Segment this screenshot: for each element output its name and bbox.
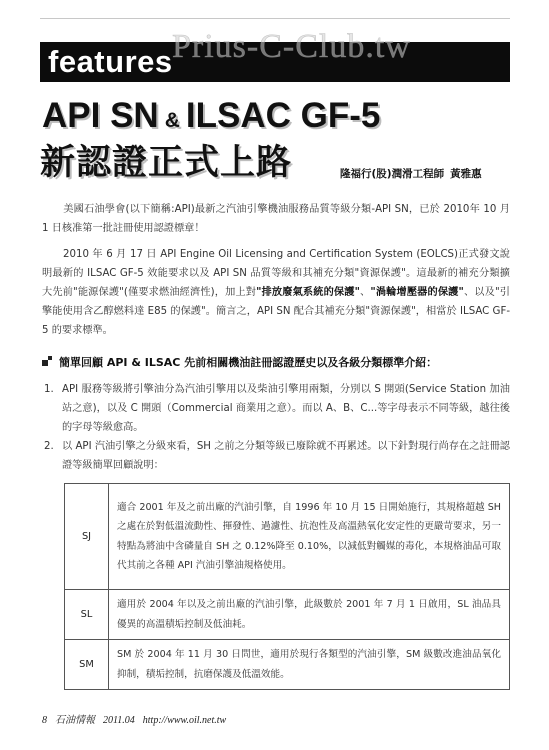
section-label: features (48, 44, 173, 79)
intro-p2-bold-exhaust: "排放廢氣系統的保護" (256, 287, 360, 298)
publication-url: http://www.oil.net.tw (142, 715, 227, 726)
section-heading-text: 簡單回顧 API & ILSAC 先前相關機油註冊認證歷史以及各級分類標準介紹： (59, 356, 438, 369)
headline-line1 (42, 96, 380, 141)
top-rule (40, 18, 510, 19)
intro-paragraph-1 (42, 200, 510, 238)
headline-api-sn: API SN (42, 96, 159, 135)
headline-ampersand: & (164, 109, 180, 132)
list-item (44, 380, 510, 437)
issue-date: 2011.04 (103, 715, 135, 726)
grade-code: SJ (65, 484, 109, 590)
list-item-number: 1. (44, 384, 54, 395)
intro-p2-text-b: 、 (359, 287, 371, 298)
page-number: 8 (42, 715, 47, 726)
section-heading (42, 354, 437, 370)
list-item (44, 437, 510, 475)
table-row (65, 484, 510, 590)
grade-description: 適合 2001 年及之前出廠的汽油引擎，自 1996 年 10 月 15 日開始施行，其規格超越 SH 之處在於對低溫流動性、揮發性、過濾性、抗泡性及高溫熱氧化安定性的更嚴苛要求，另一特點為將油中含磷量自 SH 之 0.12%降至 0.10%，以減低對觸媒的毒化，本規格油品可取代其前之各種 API 汽油引擎油規格使用。 (109, 484, 510, 590)
list-item-text: API 服務等級將引擎油分為汽油引擎用以及柴油引擎用兩類，分別以 S 開頭(Service Station 加油站之意)，以及 C 開頭（Commercial 商業用之意）。而以 A、B、C...等字母表示不同等級，越往後的字母等級愈高。 (62, 384, 510, 433)
list-item-number: 2. (44, 441, 54, 452)
byline-company: 隆福行(股)潤滑工程師 (340, 168, 445, 180)
table-row (65, 590, 510, 640)
byline (340, 166, 482, 181)
publication-name: 石油情報 (55, 715, 95, 726)
grade-description: 適用於 2004 年以及之前出廠的汽油引擎，此級數於 2001 年 7 月 1 日啟用，SL 油品具優異的高溫積垢控制及低油耗。 (109, 590, 510, 640)
headline-line2: 新認證正式上路 (40, 143, 293, 183)
headline-ilsac: ILSAC GF-5 (185, 96, 381, 135)
intro-p2-text-a: 2010 年 6 月 17 日 API Engine Oil Licensing and Certification System (EOLCS)正式發文說明最新的 ILSAC GF-5 效能要求以及 API SN 品質等級和其補充分類"資源保護"。這最新的補充分類擴大先前"能源保護"(僅要求燃油經濟性)，加上對 (42, 249, 510, 298)
page-footer (42, 711, 226, 726)
intro-p2-bold-turbo: "渦輪增壓器的保護" (370, 287, 464, 298)
square-bullet-icon (42, 356, 53, 367)
byline-author: 黃雅惠 (450, 168, 482, 180)
intro-p2-text-c: 、以及"引擎能使用含乙醇燃料達 E85 的保護"。簡言之，API SN 配合其補充分類"資源保護"，相當於 ILSAC GF-5 的要求標準。 (42, 287, 510, 336)
list-item-text: 以 API 汽油引擎之分級來看，SH 之前之分類等級已廢除就不再累述。以下針對現行尚存在之註冊認證等級簡單回顧說明： (62, 441, 510, 471)
grade-description: SM 於 2004 年 11 月 30 日問世，適用於現行各類型的汽油引擎，SM 級數改進油品氧化抑制，積垢控制，抗磨保護及低溫效能。 (109, 640, 510, 690)
watermark: Prius-C-Club.tw (172, 28, 411, 65)
grades-table (64, 483, 510, 690)
grade-code: SL (65, 590, 109, 640)
intro-paragraph-2 (42, 245, 510, 340)
intro-p1-text: 美國石油學會(以下簡稱:API)最新之汽油引擎機油服務品質等級分類-API SN，已於 2010年 10 月 1 日核准第一批註冊使用認證標章！ (42, 204, 510, 234)
table-row (65, 640, 510, 690)
grade-code: SM (65, 640, 109, 690)
